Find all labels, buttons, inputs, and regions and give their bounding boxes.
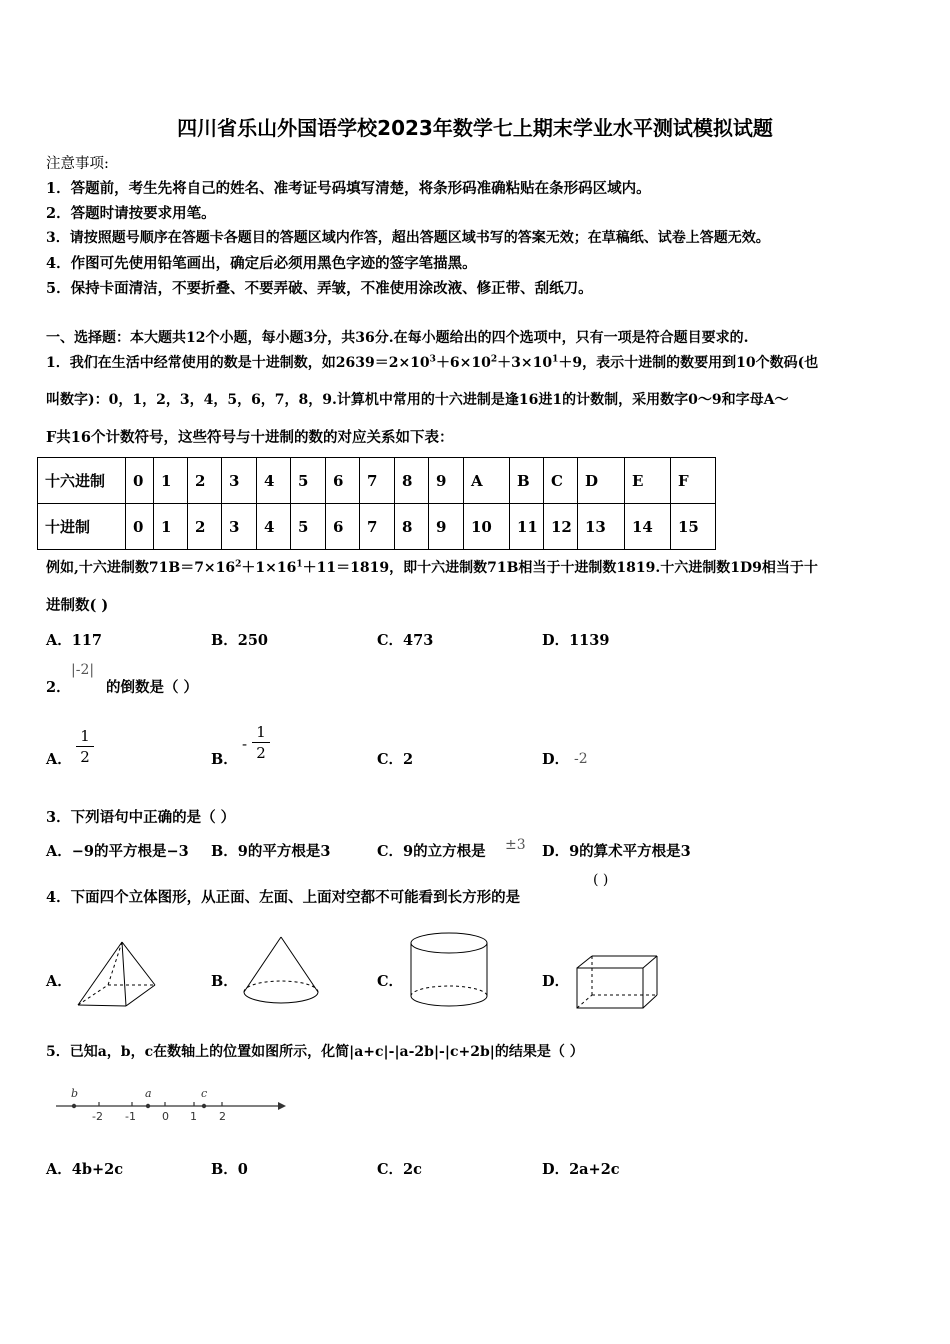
q5-option-a[interactable]: A．4b+2c — [46, 1161, 124, 1178]
q5-option-c[interactable]: C．2c — [377, 1161, 422, 1178]
table-cell: 13 — [578, 504, 625, 550]
page-title: 四川省乐山外国语学校2023年数学七上期末学业水平测试模拟试题 — [177, 116, 773, 140]
q3-c-value: ±3 — [505, 837, 526, 853]
point-b — [72, 1104, 76, 1108]
table-cell: 十六进制 — [38, 458, 126, 504]
table-cell: 7 — [360, 504, 395, 550]
q1-text: ＋9，表示十进制的数要用到10个数码(也 — [558, 355, 819, 371]
q1-option-c[interactable]: C．473 — [377, 632, 434, 649]
fraction-denominator: 2 — [252, 742, 270, 763]
q4-paren: ( ) — [593, 872, 609, 888]
table-cell: 0 — [126, 458, 154, 504]
table-row-dec — [38, 504, 716, 550]
q4-option-c[interactable]: C． — [377, 973, 404, 990]
fraction — [76, 726, 94, 767]
arrow-icon — [278, 1102, 286, 1110]
table-cell: 2 — [188, 458, 222, 504]
note-item: 4．作图可先使用铅笔画出，确定后必须用黑色字迹的签字笔描黑。 — [46, 255, 477, 272]
note-item: 5．保持卡面清洁，不要折叠、不要弄破、弄皱，不准使用涂改液、修正带、刮纸刀。 — [46, 280, 593, 297]
table-cell: 8 — [395, 458, 429, 504]
tick-label: -2 — [92, 1110, 103, 1123]
tick-label: 0 — [162, 1110, 169, 1123]
number-line — [52, 1084, 286, 1128]
q1-text: 例如,十六进制数71B＝7×16 — [46, 560, 236, 576]
q3-text: 3．下列语句中正确的是（ ） — [46, 809, 236, 826]
table-cell: 4 — [257, 504, 291, 550]
q2-abs-expression: |-2| — [71, 662, 95, 678]
table-cell: 6 — [326, 504, 360, 550]
table-cell: 7 — [360, 458, 395, 504]
tick-label: -1 — [125, 1110, 136, 1123]
point-label: a — [145, 1087, 152, 1100]
q1-text: ＋6×10 — [435, 355, 491, 371]
fraction — [252, 722, 270, 763]
cylinder-figure — [406, 930, 492, 1012]
q2-option-c[interactable]: C．2 — [377, 751, 414, 768]
question-1-example-line2: 进制数( ) — [46, 597, 109, 614]
cone-figure — [240, 934, 322, 1008]
point-c — [202, 1104, 206, 1108]
exponent: 1 — [552, 354, 559, 365]
table-cell: 6 — [326, 458, 360, 504]
fraction-numerator: 1 — [80, 727, 90, 745]
question-1-line3: F共16个计数符号，这些符号与十进制的数的对应关系如下表： — [46, 429, 454, 446]
note-item: 2．答题时请按要求用笔。 — [46, 205, 216, 222]
q5-option-b[interactable]: B．0 — [211, 1161, 248, 1178]
point-a — [146, 1104, 150, 1108]
exponent: 3 — [429, 354, 436, 365]
fraction-numerator: 1 — [256, 723, 266, 741]
exponent: 1 — [296, 559, 303, 570]
table-cell: E — [625, 458, 671, 504]
table-cell: 9 — [429, 458, 464, 504]
question-1-line2: 叫数字)：0，1，2，3，4，5，6，7，8，9.计算机中常用的十六进制是逢16进1的计数制，采用数字0～9和字母A～ — [46, 392, 789, 408]
table-cell: 2 — [188, 504, 222, 550]
table-cell: 十进制 — [38, 504, 126, 550]
q3-option-c[interactable]: C．9的立方根是 — [377, 843, 486, 860]
q4-option-a[interactable]: A． — [46, 973, 72, 990]
table-cell: 1 — [154, 504, 188, 550]
q4-option-d[interactable]: D． — [542, 973, 570, 990]
q1-text: ＋11＝1819，即十六进制数71B相当于十进制数1819.十六进制数1D9相当于十 — [302, 560, 818, 576]
q1-text: 1．我们在生活中经常使用的数是十进制数，如2639＝2×10 — [46, 355, 430, 371]
minus-sign: - — [242, 735, 248, 753]
exponent: 2 — [235, 559, 242, 570]
table-cell: 15 — [671, 504, 716, 550]
q5-option-d[interactable]: D．2a+2c — [542, 1161, 620, 1178]
table-cell: 4 — [257, 458, 291, 504]
question-1-example — [46, 557, 818, 577]
tick-label: 2 — [219, 1110, 226, 1123]
pyramid-figure — [76, 938, 158, 1012]
table-cell: 0 — [126, 504, 154, 550]
exponent: 2 — [490, 354, 498, 365]
table-cell: 11 — [510, 504, 544, 550]
q1-option-b[interactable]: B．250 — [211, 632, 269, 649]
q2-number: 2． — [46, 679, 71, 696]
question-1-line1 — [46, 352, 818, 372]
table-cell: F — [671, 458, 716, 504]
q5-text: 5．已知a，b，c在数轴上的位置如图所示，化简|a+c|-|a-2b|-|c+2b|的结果是（ ） — [46, 1044, 584, 1060]
table-cell: C — [544, 458, 578, 504]
q4-text: 4．下面四个立体图形，从正面、左面、上面对空都不可能看到长方形的是 — [46, 889, 521, 906]
table-cell: 3 — [222, 458, 257, 504]
point-label: b — [71, 1087, 79, 1100]
table-cell: 3 — [222, 504, 257, 550]
q1-option-d[interactable]: D．1139 — [542, 632, 610, 649]
table-cell: A — [464, 458, 510, 504]
q1-option-a[interactable]: A．117 — [46, 632, 103, 649]
section-heading: 一、选择题：本大题共12个小题，每小题3分，共36分.在每小题给出的四个选项中，只有一项是符合题目要求的. — [46, 330, 749, 346]
table-cell: D — [578, 458, 625, 504]
fraction-denominator: 2 — [76, 746, 94, 767]
table-cell: 5 — [291, 458, 326, 504]
table-cell: 9 — [429, 504, 464, 550]
table-row-hex — [38, 458, 716, 504]
notes-heading: 注意事项: — [46, 156, 109, 172]
q2-option-a[interactable]: A． — [46, 751, 72, 768]
table-cell: 5 — [291, 504, 326, 550]
table-cell: B — [510, 458, 544, 504]
table-cell: 1 — [154, 458, 188, 504]
cuboid-figure — [574, 952, 660, 1012]
q2-option-b[interactable]: B． — [211, 751, 238, 768]
note-item: 1．答题前，考生先将自己的姓名、准考证号码填写清楚，将条形码准确粘贴在条形码区域内。 — [46, 180, 651, 197]
note-item: 3．请按照题号顺序在答题卡各题目的答题区域内作答，超出答题区域书写的答案无效；在草稿纸、试卷上答题无效。 — [46, 230, 770, 246]
q3-option-d[interactable]: D．9的算术平方根是3 — [542, 843, 691, 860]
table-cell: 14 — [625, 504, 671, 550]
tick-label: 1 — [190, 1110, 197, 1123]
q2-text: 的倒数是（ ） — [106, 679, 199, 696]
q3-option-b[interactable]: B．9的平方根是3 — [211, 843, 331, 860]
q3-option-a[interactable]: A．−9的平方根是−3 — [46, 843, 189, 860]
point-label: c — [201, 1087, 208, 1100]
table-cell: 8 — [395, 504, 429, 550]
table-cell: 10 — [464, 504, 510, 550]
q1-text: ＋1×16 — [241, 560, 297, 576]
q1-text: ＋3×10 — [497, 355, 553, 371]
q2-option-d[interactable]: D． — [542, 751, 570, 768]
q4-option-b[interactable]: B． — [211, 973, 238, 990]
table-cell: 12 — [544, 504, 578, 550]
q2-d-value: -2 — [574, 751, 588, 767]
hex-decimal-table — [37, 457, 716, 550]
